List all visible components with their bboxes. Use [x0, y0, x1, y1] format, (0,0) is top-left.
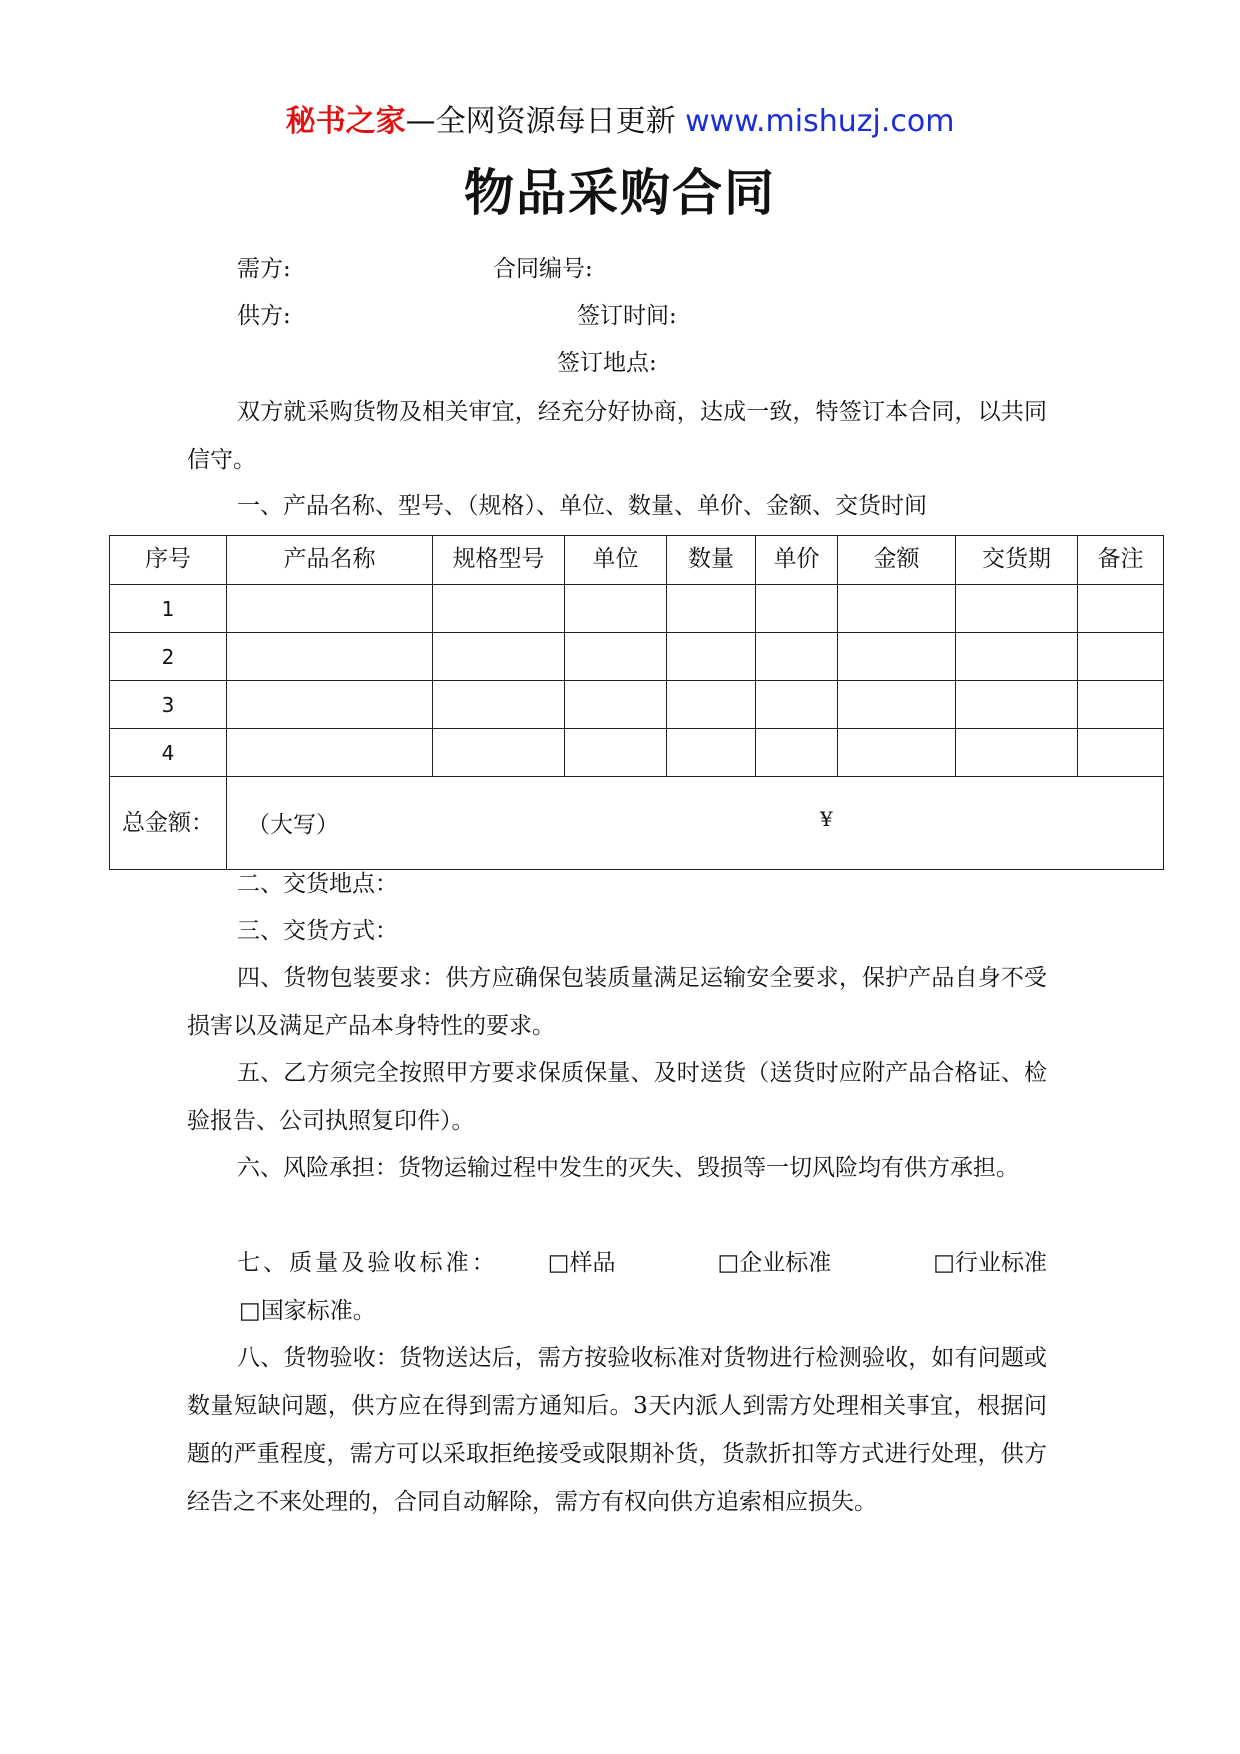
table-cell[interactable]	[433, 633, 565, 681]
checkbox-national-standard[interactable]: □国家标准。	[239, 1298, 376, 1324]
col-header: 备注	[1078, 536, 1164, 585]
table-cell[interactable]	[433, 729, 565, 777]
checkbox-enterprise-standard[interactable]: □企业标准	[717, 1250, 832, 1276]
table-cell[interactable]	[565, 585, 667, 633]
site-banner	[0, 102, 1240, 142]
row-number: 1	[110, 585, 227, 633]
section-1-heading: 一、产品名称、型号、（规格）、单位、数量、单价、金额、交货时间	[237, 493, 927, 519]
table-cell[interactable]	[227, 681, 433, 729]
table-cell[interactable]	[1078, 681, 1164, 729]
product-table	[109, 535, 1164, 870]
total-amount-cell[interactable]	[227, 777, 1164, 870]
table-cell[interactable]	[956, 729, 1078, 777]
section-3-delivery-method: 三、交货方式：	[237, 918, 398, 944]
table-cell[interactable]	[756, 681, 838, 729]
table-cell[interactable]	[227, 633, 433, 681]
section-2-delivery-place: 二、交货地点：	[237, 871, 398, 897]
col-header: 序号	[110, 536, 227, 585]
checkbox-sample[interactable]: □样品	[547, 1250, 616, 1276]
table-cell[interactable]	[667, 681, 756, 729]
section-5-supply: 五、乙方须完全按照甲方要求保质保量、及时送货（送货时应附产品合格证、检验报告、公司执照复印件）。	[187, 1060, 1047, 1134]
banner-slogan: —全网资源每日更新	[405, 104, 676, 139]
table-cell[interactable]	[838, 681, 956, 729]
document-title: 物品采购合同	[464, 163, 776, 222]
table-cell[interactable]	[433, 681, 565, 729]
yen-sign: ¥	[820, 807, 833, 831]
row-number: 2	[110, 633, 227, 681]
col-header: 单价	[756, 536, 838, 585]
col-header: 交货期	[956, 536, 1078, 585]
table-row	[110, 729, 1164, 777]
col-header: 单位	[565, 536, 667, 585]
table-cell[interactable]	[956, 585, 1078, 633]
banner-url-link[interactable]: www.mishuzj.com	[685, 104, 955, 139]
sign-place-field: 签订地点:	[557, 350, 657, 376]
contract-number-field: 合同编号:	[493, 256, 593, 282]
col-header: 金额	[838, 536, 956, 585]
section-7-lead: 七、质量及验收标准：	[237, 1250, 498, 1276]
table-cell[interactable]	[433, 585, 565, 633]
table-cell[interactable]	[667, 729, 756, 777]
banner-brand: 秘书之家	[285, 104, 406, 139]
table-cell[interactable]	[956, 681, 1078, 729]
table-cell[interactable]	[838, 729, 956, 777]
row-number: 3	[110, 681, 227, 729]
total-row	[110, 777, 1164, 870]
table-header-row	[110, 536, 1164, 585]
section-7-quality-standard	[187, 1239, 1047, 1335]
col-header: 规格型号	[433, 536, 565, 585]
table-cell[interactable]	[227, 585, 433, 633]
table-row	[110, 681, 1164, 729]
table-cell[interactable]	[227, 729, 433, 777]
buyer-field: 需方:	[237, 256, 291, 282]
col-header: 产品名称	[227, 536, 433, 585]
section-8-acceptance: 八、货物验收：货物送达后，需方按验收标准对货物进行检测验收，如有问题或数量短缺问题，供方应在得到需方通知后。3天内派人到需方处理相关事宜，根据问题的严重程度，需方可以采取拒绝接受或限期补货，货款折扣等方式进行处理，供方经告之不来处理的，合同自动解除，需方有权向供方追索相应损失。	[187, 1345, 1047, 1515]
table-cell[interactable]	[756, 585, 838, 633]
sign-time-field: 签订时间:	[577, 303, 677, 329]
table-cell[interactable]	[565, 681, 667, 729]
row-number: 4	[110, 729, 227, 777]
total-in-words-label: （大写）	[247, 812, 339, 838]
table-cell[interactable]	[838, 633, 956, 681]
table-cell[interactable]	[565, 729, 667, 777]
table-cell[interactable]	[1078, 585, 1164, 633]
table-cell[interactable]	[667, 585, 756, 633]
table-row	[110, 633, 1164, 681]
total-amount-label: 总金额：	[110, 777, 227, 870]
table-cell[interactable]	[756, 633, 838, 681]
table-cell[interactable]	[1078, 729, 1164, 777]
section-6-risk: 六、风险承担：货物运输过程中发生的灭失、毁损等一切风险均有供方承担。	[237, 1155, 1019, 1181]
table-cell[interactable]	[838, 585, 956, 633]
section-4-packaging: 四、货物包装要求：供方应确保包装质量满足运输安全要求，保护产品自身不受损害以及满足产品本身特性的要求。	[187, 965, 1047, 1039]
table-cell[interactable]	[667, 633, 756, 681]
col-header: 数量	[667, 536, 756, 585]
intro-paragraph: 双方就采购货物及相关审宜，经充分好协商，达成一致，特签订本合同，以共同信守。	[187, 399, 1047, 473]
table-cell[interactable]	[956, 633, 1078, 681]
supplier-field: 供方:	[237, 303, 291, 329]
checkbox-industry-standard[interactable]: □行业标准	[933, 1250, 1047, 1276]
table-cell[interactable]	[565, 633, 667, 681]
table-cell[interactable]	[1078, 633, 1164, 681]
table-cell[interactable]	[756, 729, 838, 777]
table-row	[110, 585, 1164, 633]
